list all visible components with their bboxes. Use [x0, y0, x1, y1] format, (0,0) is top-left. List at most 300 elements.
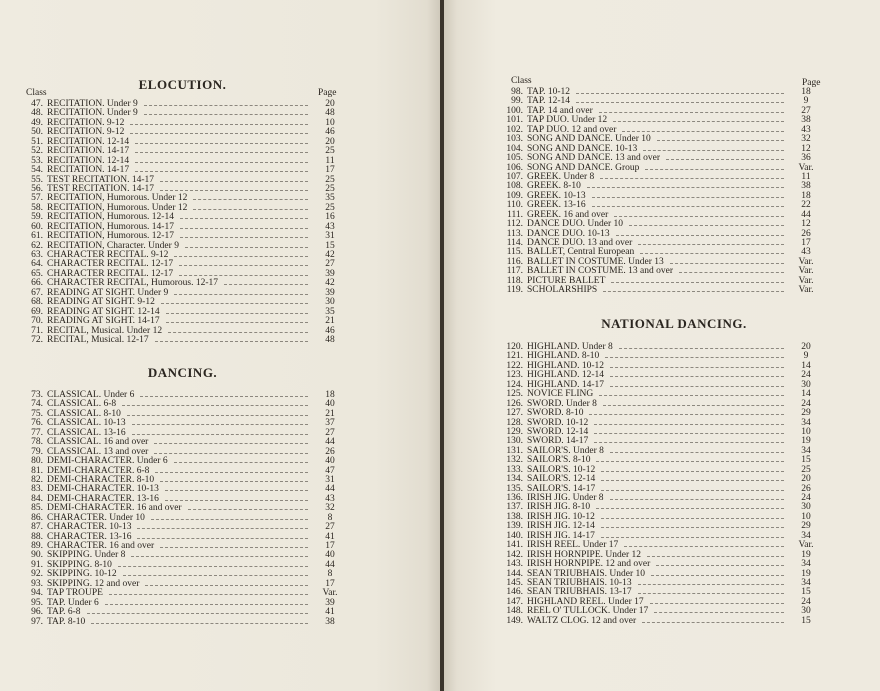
leader-dots [611, 282, 784, 284]
class-number: 104. [506, 143, 523, 154]
class-title: IRISH JIG. 8-10 [527, 502, 591, 513]
class-number: 73. [31, 390, 43, 400]
class-title: SWORD. 14-17 [527, 436, 589, 447]
page-number: 8 [327, 569, 333, 580]
page-number: 30 [325, 297, 335, 308]
page-number: 32 [801, 134, 811, 145]
leader-dots [657, 140, 784, 142]
class-number: 80. [31, 456, 43, 467]
page-number: 34 [801, 577, 811, 588]
leader-dots [603, 405, 784, 407]
class-column-label: Class [26, 88, 47, 98]
class-number: 82. [31, 474, 43, 485]
page-number: 27 [325, 522, 335, 533]
page-column-label: Page [318, 88, 337, 98]
leader-dots [130, 133, 308, 135]
leader-dots [638, 244, 784, 246]
class-title: IRISH HORNPIPE. 12 and over [527, 559, 651, 570]
class-number: 100. [506, 105, 523, 116]
class-title: SKIPPING. 10-12 [47, 569, 117, 580]
class-number: 112. [506, 219, 523, 230]
page-number: 17 [801, 238, 811, 248]
leader-dots [130, 124, 308, 126]
class-title: SEAN TRIUBHAIS. 10-13 [527, 577, 632, 588]
leader-dots [87, 613, 308, 615]
class-title: DEMI-CHARACTER. 6-8 [47, 465, 150, 476]
page-number: 41 [325, 531, 335, 542]
leader-dots [185, 247, 308, 249]
page-number: 15 [801, 587, 811, 598]
page-number: 38 [801, 115, 811, 126]
class-number: 72. [31, 334, 43, 345]
leader-dots [160, 547, 308, 549]
list-item [500, 286, 818, 295]
class-title: SAILOR'S. 10-12 [527, 464, 596, 475]
leader-dots [643, 150, 784, 152]
leader-dots [145, 585, 308, 587]
page-number: 19 [801, 568, 811, 579]
page-number: 40 [325, 456, 335, 467]
page-number: 25 [325, 146, 335, 157]
page-number: 31 [325, 474, 335, 485]
page-number: 17 [325, 541, 335, 551]
class-number: 108. [506, 181, 523, 192]
leader-dots [137, 538, 308, 540]
class-title: RECITATION. 12-14 [47, 136, 130, 147]
leader-dots [645, 169, 784, 171]
leader-dots [619, 348, 784, 350]
class-title: SEAN TRIUBHAIS. Under 10 [527, 568, 646, 579]
leader-dots [151, 519, 308, 521]
page-number: 32 [325, 503, 335, 514]
national-dancing-heading: NATIONAL DANCING. [601, 316, 747, 331]
page-number: 46 [325, 325, 335, 336]
class-number: 110. [506, 200, 523, 211]
page-number: 46 [325, 127, 335, 138]
class-title: DEMI-CHARACTER. 8-10 [47, 474, 155, 485]
class-title: DANCE DUO. 10-13 [527, 228, 610, 239]
leader-dots [91, 623, 308, 625]
class-number: 56. [31, 183, 43, 194]
leader-dots [131, 556, 308, 558]
class-title: RECITATION. 12-14 [47, 155, 130, 166]
leader-dots [638, 584, 784, 586]
page-number: 26 [325, 446, 335, 457]
class-title: CLASSICAL. Under 6 [47, 390, 135, 400]
class-title: TAP. 14 and over [527, 105, 593, 116]
leader-dots [166, 322, 308, 324]
page-number: 47 [325, 465, 335, 476]
elocution-list [20, 100, 342, 345]
class-title: TAP TROUPE [47, 588, 103, 599]
page-number: 12 [801, 143, 811, 154]
page-number: 40 [325, 550, 335, 561]
class-number: 85. [31, 503, 43, 514]
class-title: CHARACTER. 16 and over [47, 541, 155, 551]
class-number: 81. [31, 465, 43, 476]
class-number: 53. [31, 155, 43, 166]
page-number: 35 [325, 193, 335, 204]
class-number: 134. [506, 474, 523, 485]
page-number: 20 [325, 136, 335, 147]
class-title: HIGHLAND. 12-14 [527, 370, 605, 381]
leader-dots [118, 566, 308, 568]
class-number: 107. [506, 171, 523, 182]
page-number: 9 [803, 96, 809, 107]
leader-dots [596, 508, 784, 510]
class-number: 91. [31, 559, 43, 570]
class-title: BALLET IN COSTUME. Under 13 [527, 256, 664, 267]
page-number: Var. [798, 256, 814, 267]
class-number: 118. [506, 275, 523, 286]
class-number: 116. [506, 256, 523, 267]
page-number: 38 [325, 616, 335, 627]
page-number: 35 [325, 306, 335, 317]
class-title: READING AT SIGHT. Under 9 [47, 287, 169, 298]
class-number: 122. [506, 360, 523, 371]
class-title: SKIPPING. 8-10 [47, 559, 112, 570]
leader-dots [160, 181, 308, 183]
class-title: RECITATION. Under 9 [47, 99, 138, 109]
class-number: 77. [31, 427, 43, 438]
page-number: 10 [801, 426, 811, 437]
leader-dots [132, 434, 308, 436]
class-number: 148. [506, 606, 523, 617]
class-title: HIGHLAND. Under 8 [527, 342, 613, 352]
class-title: SCHOLARSHIPS [527, 285, 598, 296]
leader-dots [140, 396, 308, 398]
leader-dots [180, 228, 308, 230]
leader-dots [165, 500, 308, 502]
page-number: 44 [801, 209, 811, 220]
class-number: 141. [506, 540, 523, 551]
class-title: READING AT SIGHT. 14-17 [47, 316, 160, 327]
leader-dots [132, 424, 308, 426]
class-number: 128. [506, 417, 523, 428]
class-title: HIGHLAND. 8-10 [527, 351, 600, 362]
class-title: RECITATION, Humorous. 14-17 [47, 221, 174, 232]
class-title: HIGHLAND REEL. Under 17 [527, 596, 644, 607]
leader-dots [599, 112, 784, 114]
leader-dots [122, 405, 308, 407]
leader-dots [168, 332, 308, 334]
class-number: 84. [31, 493, 43, 504]
leader-dots [165, 490, 308, 492]
class-number: 129. [506, 426, 523, 437]
class-number: 102. [506, 124, 523, 135]
leader-dots [650, 603, 784, 605]
class-number: 127. [506, 408, 523, 419]
class-title: RECITAL, Musical. 12-17 [47, 334, 149, 345]
leader-dots [651, 575, 784, 577]
page-number: 42 [325, 278, 335, 289]
page-number: 25 [325, 183, 335, 194]
class-number: 52. [31, 146, 43, 157]
page-column-label: Page [802, 78, 821, 88]
leader-dots [600, 178, 784, 180]
page-number: 16 [325, 212, 335, 223]
class-title: REEL O' TULLOCK. Under 17 [527, 606, 649, 617]
class-number: 114. [506, 238, 523, 248]
page-number: 39 [325, 287, 335, 298]
class-number: 87. [31, 522, 43, 533]
class-number: 146. [506, 587, 523, 598]
class-number: 83. [31, 484, 43, 495]
page-number: 29 [801, 521, 811, 532]
class-title: IRISH JIG. 12-14 [527, 521, 595, 532]
class-number: 98. [511, 87, 523, 97]
class-number: 68. [31, 297, 43, 308]
class-title: CLASSICAL. 8-10 [47, 408, 121, 419]
class-title: TAP. 8-10 [47, 616, 86, 627]
class-title: SAILOR'S. Under 8 [527, 445, 604, 456]
class-title: CLASSICAL. 10-13 [47, 418, 126, 429]
class-title: CLASSICAL. 16 and over [47, 437, 149, 448]
leader-dots [137, 528, 308, 530]
leader-dots [603, 291, 784, 293]
class-number: 64. [31, 259, 43, 270]
class-number: 144. [506, 568, 523, 579]
leader-dots [587, 187, 784, 189]
class-title: RECITATION, Humorous. Under 12 [47, 193, 188, 204]
leader-dots [601, 490, 784, 492]
page-number: 37 [325, 418, 335, 429]
class-title: TAP. Under 6 [47, 597, 99, 608]
dancing-continued-list [500, 88, 818, 296]
class-title: SKIPPING. 12 and over [47, 578, 140, 589]
class-title: TAP. 6-8 [47, 607, 81, 618]
class-number: 90. [31, 550, 43, 561]
class-number: 120. [506, 342, 523, 352]
page-number: 44 [325, 484, 335, 495]
page-number: 41 [325, 607, 335, 618]
class-title: CLASSICAL. 6-8 [47, 399, 117, 410]
leader-dots [160, 190, 308, 192]
page-number: 25 [325, 174, 335, 185]
page-number: 18 [325, 390, 335, 400]
leader-dots [596, 461, 784, 463]
page-number: 11 [801, 171, 811, 182]
class-number: 75. [31, 408, 43, 419]
leader-dots [610, 452, 784, 454]
page-number: 34 [801, 559, 811, 570]
leader-dots [613, 121, 784, 123]
page-number: 25 [325, 202, 335, 213]
class-title: TAP. 12-14 [527, 96, 571, 107]
class-title: CHARACTER. 10-13 [47, 522, 132, 533]
leader-dots [174, 462, 308, 464]
class-number: 147. [506, 596, 523, 607]
class-number: 137. [506, 502, 523, 513]
page-number: 15 [325, 240, 335, 251]
leader-dots [656, 565, 784, 567]
leader-dots [666, 159, 784, 161]
page-number: 20 [801, 342, 811, 352]
leader-dots [180, 218, 308, 220]
class-title: BALLET, Central European [527, 247, 635, 258]
page-number: 42 [325, 250, 335, 260]
page-number: Var. [798, 266, 814, 277]
class-number: 62. [31, 240, 43, 251]
leader-dots [135, 171, 308, 173]
class-number: 50. [31, 127, 43, 138]
class-title: SWORD. 12-14 [527, 426, 589, 437]
class-title: WALTZ CLOG. 12 and over [527, 615, 637, 626]
class-number: 149. [506, 615, 523, 626]
page-number: 19 [801, 549, 811, 560]
leader-dots [144, 105, 308, 107]
page-number: 39 [325, 597, 335, 608]
page-number: 43 [801, 247, 811, 258]
class-number: 106. [506, 162, 523, 173]
page-number: 21 [325, 408, 335, 419]
leader-dots [601, 518, 784, 520]
leader-dots [605, 357, 784, 359]
class-number: 117. [506, 266, 523, 277]
class-title: DANCE DUO. Under 10 [527, 219, 624, 230]
page-number: 44 [325, 559, 335, 570]
class-title: TEST RECITATION. 14-17 [47, 183, 154, 194]
page-number: 20 [801, 474, 811, 485]
class-title: SAILOR'S. 12-14 [527, 474, 596, 485]
leader-dots [638, 593, 784, 595]
page-number: 15 [801, 455, 811, 466]
class-number: 131. [506, 445, 523, 456]
class-number: 95. [31, 597, 43, 608]
leader-dots [601, 537, 784, 539]
class-number: 123. [506, 370, 523, 381]
page-number: 44 [325, 437, 335, 448]
leader-dots [622, 131, 784, 133]
page-number: Var. [798, 162, 814, 173]
class-title: HIGHLAND. 10-12 [527, 360, 605, 371]
page-number: 18 [801, 190, 811, 201]
class-number: 119. [506, 285, 523, 296]
page-number: 17 [325, 165, 335, 176]
class-title: IRISH HORNPIPE. Under 12 [527, 549, 641, 560]
class-title: SONG AND DANCE. 13 and over [527, 153, 660, 164]
list-item [20, 618, 342, 627]
class-title: SKIPPING. Under 8 [47, 550, 126, 561]
class-number: 88. [31, 531, 43, 542]
class-number: 59. [31, 212, 43, 223]
page-number: 48 [325, 334, 335, 345]
page-number: 8 [327, 512, 333, 523]
class-title: CHARACTER RECITAL. 12-17 [47, 268, 174, 279]
page-number: Var. [798, 540, 814, 551]
page-number: 14 [801, 360, 811, 371]
leader-dots [640, 253, 784, 255]
class-number: 130. [506, 436, 523, 447]
class-title: CHARACTER. 13-16 [47, 531, 132, 542]
class-title: GREEK. 16 and over [527, 209, 609, 220]
class-number: 51. [31, 136, 43, 147]
class-number: 96. [31, 607, 43, 618]
class-number: 103. [506, 134, 523, 145]
leader-dots [154, 443, 308, 445]
class-number: 135. [506, 483, 523, 494]
leader-dots [616, 235, 784, 237]
leader-dots [592, 197, 784, 199]
leader-dots [109, 594, 308, 596]
class-number: 57. [31, 193, 43, 204]
class-title: SONG AND DANCE. Under 10 [527, 134, 651, 145]
class-title: TAP. 10-12 [527, 87, 571, 97]
class-title: BALLET IN COSTUME. 13 and over [527, 266, 674, 277]
class-title: GREEK. Under 8 [527, 171, 595, 182]
page-number: 9 [803, 351, 809, 362]
class-number: 61. [31, 231, 43, 242]
leader-dots [155, 472, 308, 474]
class-title: TAP DUO. Under 12 [527, 115, 608, 126]
class-number: 69. [31, 306, 43, 317]
leader-dots [193, 199, 308, 201]
leader-dots [123, 575, 308, 577]
page-number: 17 [325, 578, 335, 589]
page-number: 25 [801, 464, 811, 475]
page-number: 24 [801, 370, 811, 381]
class-number: 142. [506, 549, 523, 560]
page-number: 10 [801, 511, 811, 522]
class-number: 126. [506, 398, 523, 409]
page-number: 27 [325, 427, 335, 438]
leader-dots [601, 471, 784, 473]
leader-dots [601, 480, 784, 482]
right-page [444, 0, 880, 691]
page-number: 24 [801, 596, 811, 607]
class-title: IRISH JIG. Under 8 [527, 493, 604, 503]
leader-dots [624, 546, 784, 548]
leader-dots [174, 256, 308, 258]
leader-dots [180, 237, 308, 239]
leader-dots [127, 415, 308, 417]
class-number: 67. [31, 287, 43, 298]
class-title: RECITATION. 14-17 [47, 165, 130, 176]
list-item [500, 617, 818, 626]
leader-dots [594, 433, 784, 435]
class-number: 48. [31, 108, 43, 119]
class-title: RECITATION. Under 9 [47, 108, 138, 119]
page-number: 36 [801, 153, 811, 164]
class-title: IRISH JIG. 10-12 [527, 511, 595, 522]
page-number: 22 [801, 200, 811, 211]
class-number: 115. [506, 247, 523, 258]
class-number: 71. [31, 325, 43, 336]
class-number: 54. [31, 165, 43, 176]
class-number: 89. [31, 541, 43, 551]
class-title: SWORD. 10-12 [527, 417, 589, 428]
class-title: SONG AND DANCE. 10-13 [527, 143, 638, 154]
dancing-list [20, 391, 342, 627]
class-title: READING AT SIGHT. 9-12 [47, 297, 155, 308]
page-number: 27 [325, 259, 335, 270]
class-title: NOVICE FLING [527, 389, 594, 400]
page-number: 27 [801, 105, 811, 116]
class-title: RECITATION, Humorous. 12-17 [47, 231, 174, 242]
leader-dots [670, 263, 784, 265]
class-title: CLASSICAL. 13-16 [47, 427, 126, 438]
class-number: 143. [506, 559, 523, 570]
page-number: 20 [325, 99, 335, 109]
class-number: 79. [31, 446, 43, 457]
class-number: 49. [31, 117, 43, 128]
class-number: 111. [507, 209, 523, 220]
page-number: 39 [325, 268, 335, 279]
leader-dots [610, 386, 784, 388]
elocution-heading: ELOCUTION. [138, 77, 227, 92]
class-title: HIGHLAND. 14-17 [527, 379, 605, 390]
leader-dots [174, 294, 308, 296]
